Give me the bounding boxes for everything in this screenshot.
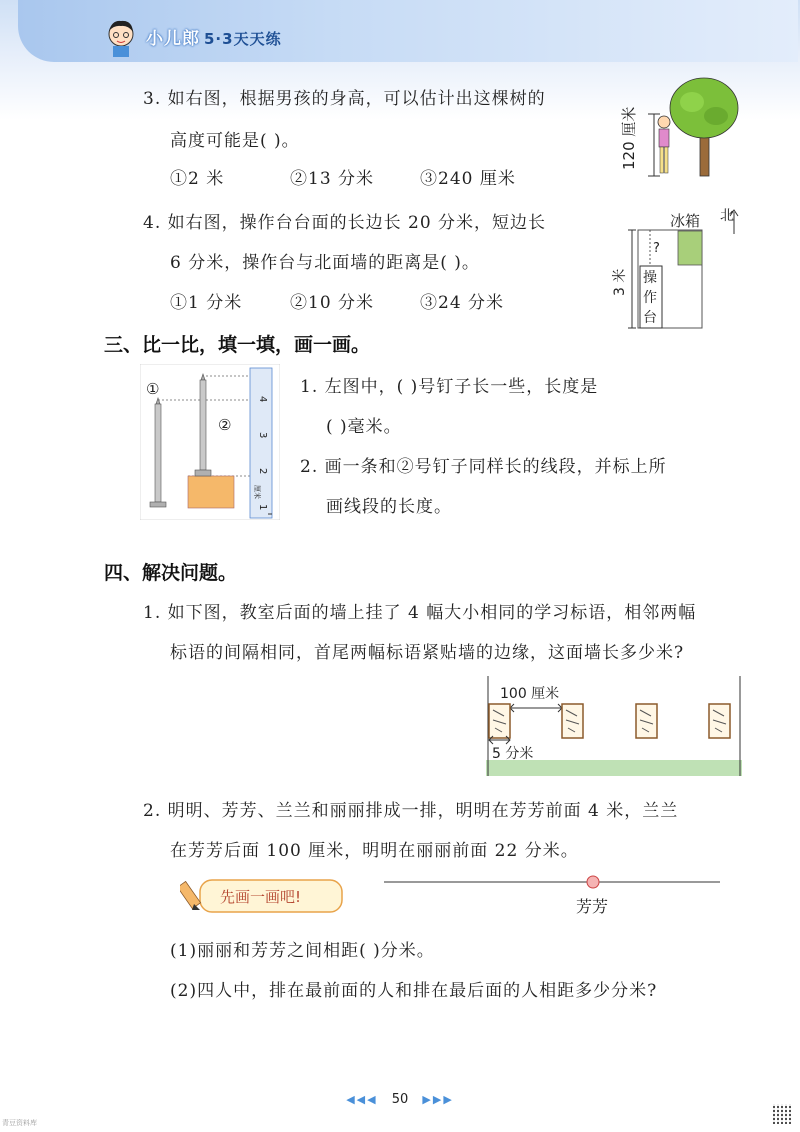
- banner-width-label: 5 分米: [492, 746, 534, 762]
- q3-line2: 高度可能是( )。: [170, 131, 300, 151]
- s4-q1-line1: 1. 如下图，教室后面的墙上挂了 4 幅大小相同的学习标语，相邻两幅: [143, 603, 697, 623]
- banner-gap-label: 100 厘米: [500, 686, 560, 702]
- fridge-label: 冰箱: [670, 212, 701, 230]
- page-number: 50: [391, 1092, 409, 1107]
- pencil-icon: [180, 881, 201, 910]
- mascot-icon: [104, 18, 138, 58]
- s4-q2-line1: 2. 明明、芳芳、兰兰和丽丽排成一排，明明在芳芳前面 4 米，兰兰: [143, 801, 679, 821]
- q4-option-2: ②10 分米: [290, 293, 375, 313]
- prev-arrows-icon: ◀◀◀: [346, 1093, 378, 1106]
- s4-q1-line2: 标语的间隔相同，首尾两幅标语紧贴墙的边缘，这面墙长多少米?: [170, 643, 685, 663]
- s4-q2-sub1: (1)丽丽和芳芳之间相距( )分米。: [170, 941, 435, 961]
- brand-name: 小儿郎: [146, 29, 200, 49]
- ruler-unit: 厘米: [253, 485, 261, 499]
- q3-option-2: ②13 分米: [290, 169, 375, 189]
- kitchen-plan-figure: [610, 200, 750, 332]
- q4-option-1: ①1 分米: [170, 293, 243, 313]
- ruler-tick-1: 1: [257, 504, 268, 511]
- worktable-char-2: 作: [643, 290, 657, 306]
- distance-question-mark: ?: [653, 241, 660, 256]
- s3-q2-line1: 2. 画一条和②号钉子同样长的线段，并标上所: [300, 457, 667, 477]
- q4-option-3: ③24 分米: [420, 293, 505, 313]
- banner-2-icon: [562, 704, 583, 738]
- watermark: 青豆资料库: [2, 1119, 37, 1127]
- s3-q1-line1: 1. 左图中，( )号钉子长一些，长度是: [300, 377, 599, 397]
- ruler-tick-4: 4: [257, 396, 268, 403]
- banner-3-icon: [636, 704, 657, 738]
- room-side-label: 3 米: [612, 268, 628, 296]
- banner-1-icon: [489, 704, 510, 738]
- box-block: [188, 476, 234, 508]
- qr-code-overlay: [773, 1104, 793, 1124]
- q3-line1: 3. 如右图，根据男孩的身高，可以估计出这棵树的: [143, 89, 546, 109]
- ruler-tick-3: 3: [257, 432, 268, 439]
- tree-height-label: 120 厘米: [620, 106, 638, 170]
- s3-q2-line2: 画线段的长度。: [326, 497, 452, 517]
- fangfang-point: [587, 876, 599, 888]
- number-line: [380, 870, 724, 918]
- nail-2-label: ②: [218, 416, 232, 434]
- tree-icon: [670, 78, 738, 176]
- s4-q2-line2: 在芳芳后面 100 厘米，明明在丽丽前面 22 分米。: [170, 841, 579, 861]
- wall-banners-figure: [486, 676, 742, 778]
- next-arrows-icon: ▶▶▶: [422, 1093, 454, 1106]
- hint-text: 先画一画吧!: [220, 888, 302, 906]
- q4-line1: 4. 如右图，操作台台面的长边长 20 分米，短边长: [143, 213, 547, 233]
- fridge-box: [678, 231, 702, 265]
- ruler-tick-2: 2: [257, 468, 268, 475]
- section3-title: 三、比一比，填一填，画一画。: [104, 334, 371, 356]
- boy-icon: [658, 116, 670, 173]
- fangfang-label: 芳芳: [576, 897, 609, 916]
- nail-ruler-figure: [140, 364, 280, 520]
- brand-subtitle: 5·3天天练: [204, 30, 282, 48]
- tree-boy-figure: [618, 72, 748, 184]
- q3-option-3: ③240 厘米: [420, 169, 516, 189]
- q3-option-1: ①2 米: [170, 169, 225, 189]
- worktable-char-1: 操: [643, 270, 657, 286]
- section4-title: 四、解决问题。: [104, 562, 238, 584]
- north-label: 北: [720, 208, 734, 224]
- page-footer: [0, 1092, 800, 1107]
- s4-q2-sub2: (2)四人中，排在最前面的人和排在最后面的人相距多少分米?: [170, 981, 658, 1001]
- s3-q1-line2: ( )毫米。: [326, 417, 402, 437]
- banner-4-icon: [709, 704, 730, 738]
- hint-banner: [180, 872, 350, 920]
- worktable-char-3: 台: [643, 310, 657, 326]
- q4-line2: 6 分米，操作台与北面墙的距离是( )。: [170, 253, 480, 273]
- brand-title: [146, 24, 282, 49]
- nail-1-label: ①: [146, 380, 160, 398]
